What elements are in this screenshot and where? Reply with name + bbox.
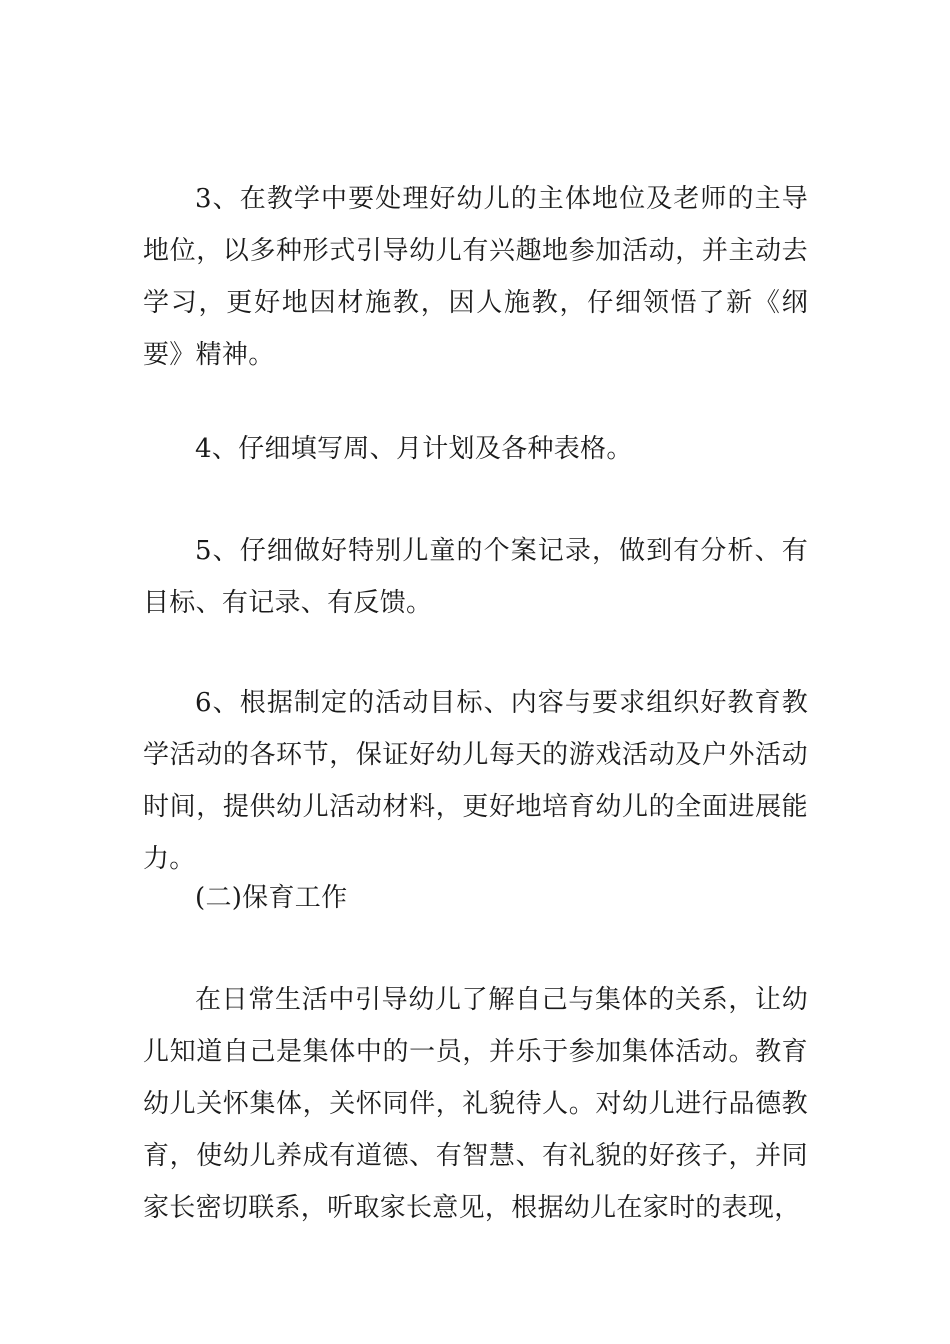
paragraph-item-4: 4、仔细填写周、月计划及各种表格。 [195, 434, 633, 464]
paragraph-care-work-body: 在日常生活中引导幼儿了解自己与集体的关系，让幼儿知道自己是集体中的一员，并乐于参加集体活动。教育幼儿关怀集体，关怀同伴，礼貌待人。对幼儿进行品德教育，使幼儿养成有道德、有智慧、有礼貌的好孩子，并同家长密切联系，听取家长意见，根据幼儿在家时的表现， [143, 985, 808, 1223]
section-heading-care-work: (二)保育工作 [195, 883, 348, 913]
paragraph-item-3: 3、在教学中要处理好幼儿的主体地位及老师的主导地位，以多种形式引导幼儿有兴趣地参加活动，并主动去学习，更好地因材施教，因人施教，仔细领悟了新《纲要》精神。 [143, 184, 808, 370]
paragraph-item-6: 6、根据制定的活动目标、内容与要求组织好教育教学活动的各环节，保证好幼儿每天的游戏活动及户外活动时间，提供幼儿活动材料，更好地培育幼儿的全面进展能力。 [143, 688, 808, 874]
paragraph-item-5: 5、仔细做好特别儿童的个案记录，做到有分析、有目标、有记录、有反馈。 [143, 536, 808, 618]
